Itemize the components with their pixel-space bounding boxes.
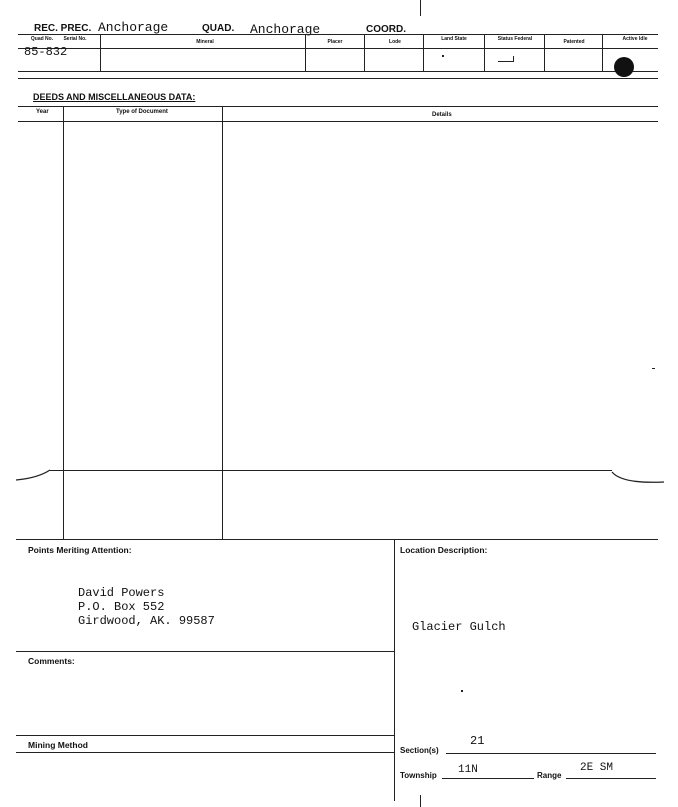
- col-land-state: Land State: [441, 36, 467, 42]
- status-federal-mark: [498, 61, 514, 62]
- claim-table-header-line: [18, 48, 658, 49]
- col-serial-no: Serial No.: [63, 36, 87, 42]
- claim-table-mid-line: [18, 71, 658, 72]
- mining-method-line: [16, 752, 394, 753]
- comments-label: Comments:: [28, 656, 75, 666]
- deeds-header-line: [18, 121, 658, 122]
- section-underline: [446, 753, 656, 754]
- points-line-2: P.O. Box 552: [78, 600, 165, 614]
- fold-curl-left: [14, 462, 64, 484]
- claim-col-divider: [423, 34, 424, 71]
- claim-col-divider: [305, 34, 306, 71]
- col-active-idle: Active Idle: [622, 36, 648, 42]
- col-year: Year: [36, 109, 49, 115]
- stray-mark: [652, 368, 655, 369]
- township-value: 11N: [458, 764, 478, 776]
- claim-table-top-line: [18, 34, 658, 35]
- coord-label: COORD.: [366, 24, 406, 35]
- fold-line: [50, 470, 612, 471]
- mining-method-top-line: [16, 735, 394, 736]
- col-mineral: Mineral: [196, 39, 214, 45]
- rec-prec-value: Anchorage: [98, 20, 169, 35]
- deeds-type-divider: [222, 106, 223, 539]
- quad-label: QUAD.: [202, 23, 235, 34]
- points-line-3: Girdwood, AK. 99587: [78, 614, 215, 628]
- claim-table-bottom-line: [18, 78, 658, 79]
- col-status-federal: Status Federal: [497, 36, 533, 42]
- range-value: 2E SM: [580, 762, 614, 774]
- comments-top-line: [16, 651, 394, 652]
- rec-prec-label: REC. PREC.: [34, 23, 92, 34]
- points-line-1: David Powers: [78, 586, 165, 600]
- col-placer: Placer: [327, 39, 343, 45]
- top-tick: [420, 0, 421, 16]
- col-quad-no: Quad No.: [30, 36, 54, 42]
- deeds-section-title: DEEDS AND MISCELLANEOUS DATA:: [33, 92, 196, 102]
- township-label: Township: [400, 771, 437, 780]
- land-state-mark: [442, 55, 444, 57]
- col-details: Details: [432, 112, 452, 118]
- bottom-section-divider: [394, 539, 395, 801]
- claim-col-divider: [484, 34, 485, 71]
- range-underline: [566, 778, 656, 779]
- claim-col-divider: [364, 34, 365, 71]
- stray-mark: [461, 690, 463, 692]
- col-type-of-document: Type of Document: [116, 109, 168, 115]
- quad-serial-value: 85-832: [24, 45, 68, 59]
- status-federal-mark: [513, 56, 514, 62]
- mining-method-label: Mining Method: [28, 740, 88, 750]
- col-lode: Lode: [389, 39, 401, 45]
- location-label: Location Description:: [400, 545, 488, 555]
- range-label: Range: [537, 771, 562, 780]
- township-underline: [442, 778, 534, 779]
- bottom-tick: [420, 795, 421, 807]
- active-filled-dot: [614, 57, 634, 77]
- location-value: Glacier Gulch: [412, 620, 506, 634]
- section-label: Section(s): [400, 746, 439, 755]
- claim-col-divider: [100, 34, 101, 71]
- claim-col-divider: [602, 34, 603, 71]
- deeds-top-line: [18, 106, 658, 107]
- claim-col-divider: [544, 34, 545, 71]
- points-label: Points Meriting Attention:: [28, 545, 132, 555]
- bottom-section-top-line: [16, 539, 658, 540]
- quad-value: Anchorage: [250, 22, 321, 37]
- section-value: 21: [470, 734, 485, 748]
- fold-curl-right: [608, 462, 668, 492]
- col-patented: Patented: [563, 39, 585, 45]
